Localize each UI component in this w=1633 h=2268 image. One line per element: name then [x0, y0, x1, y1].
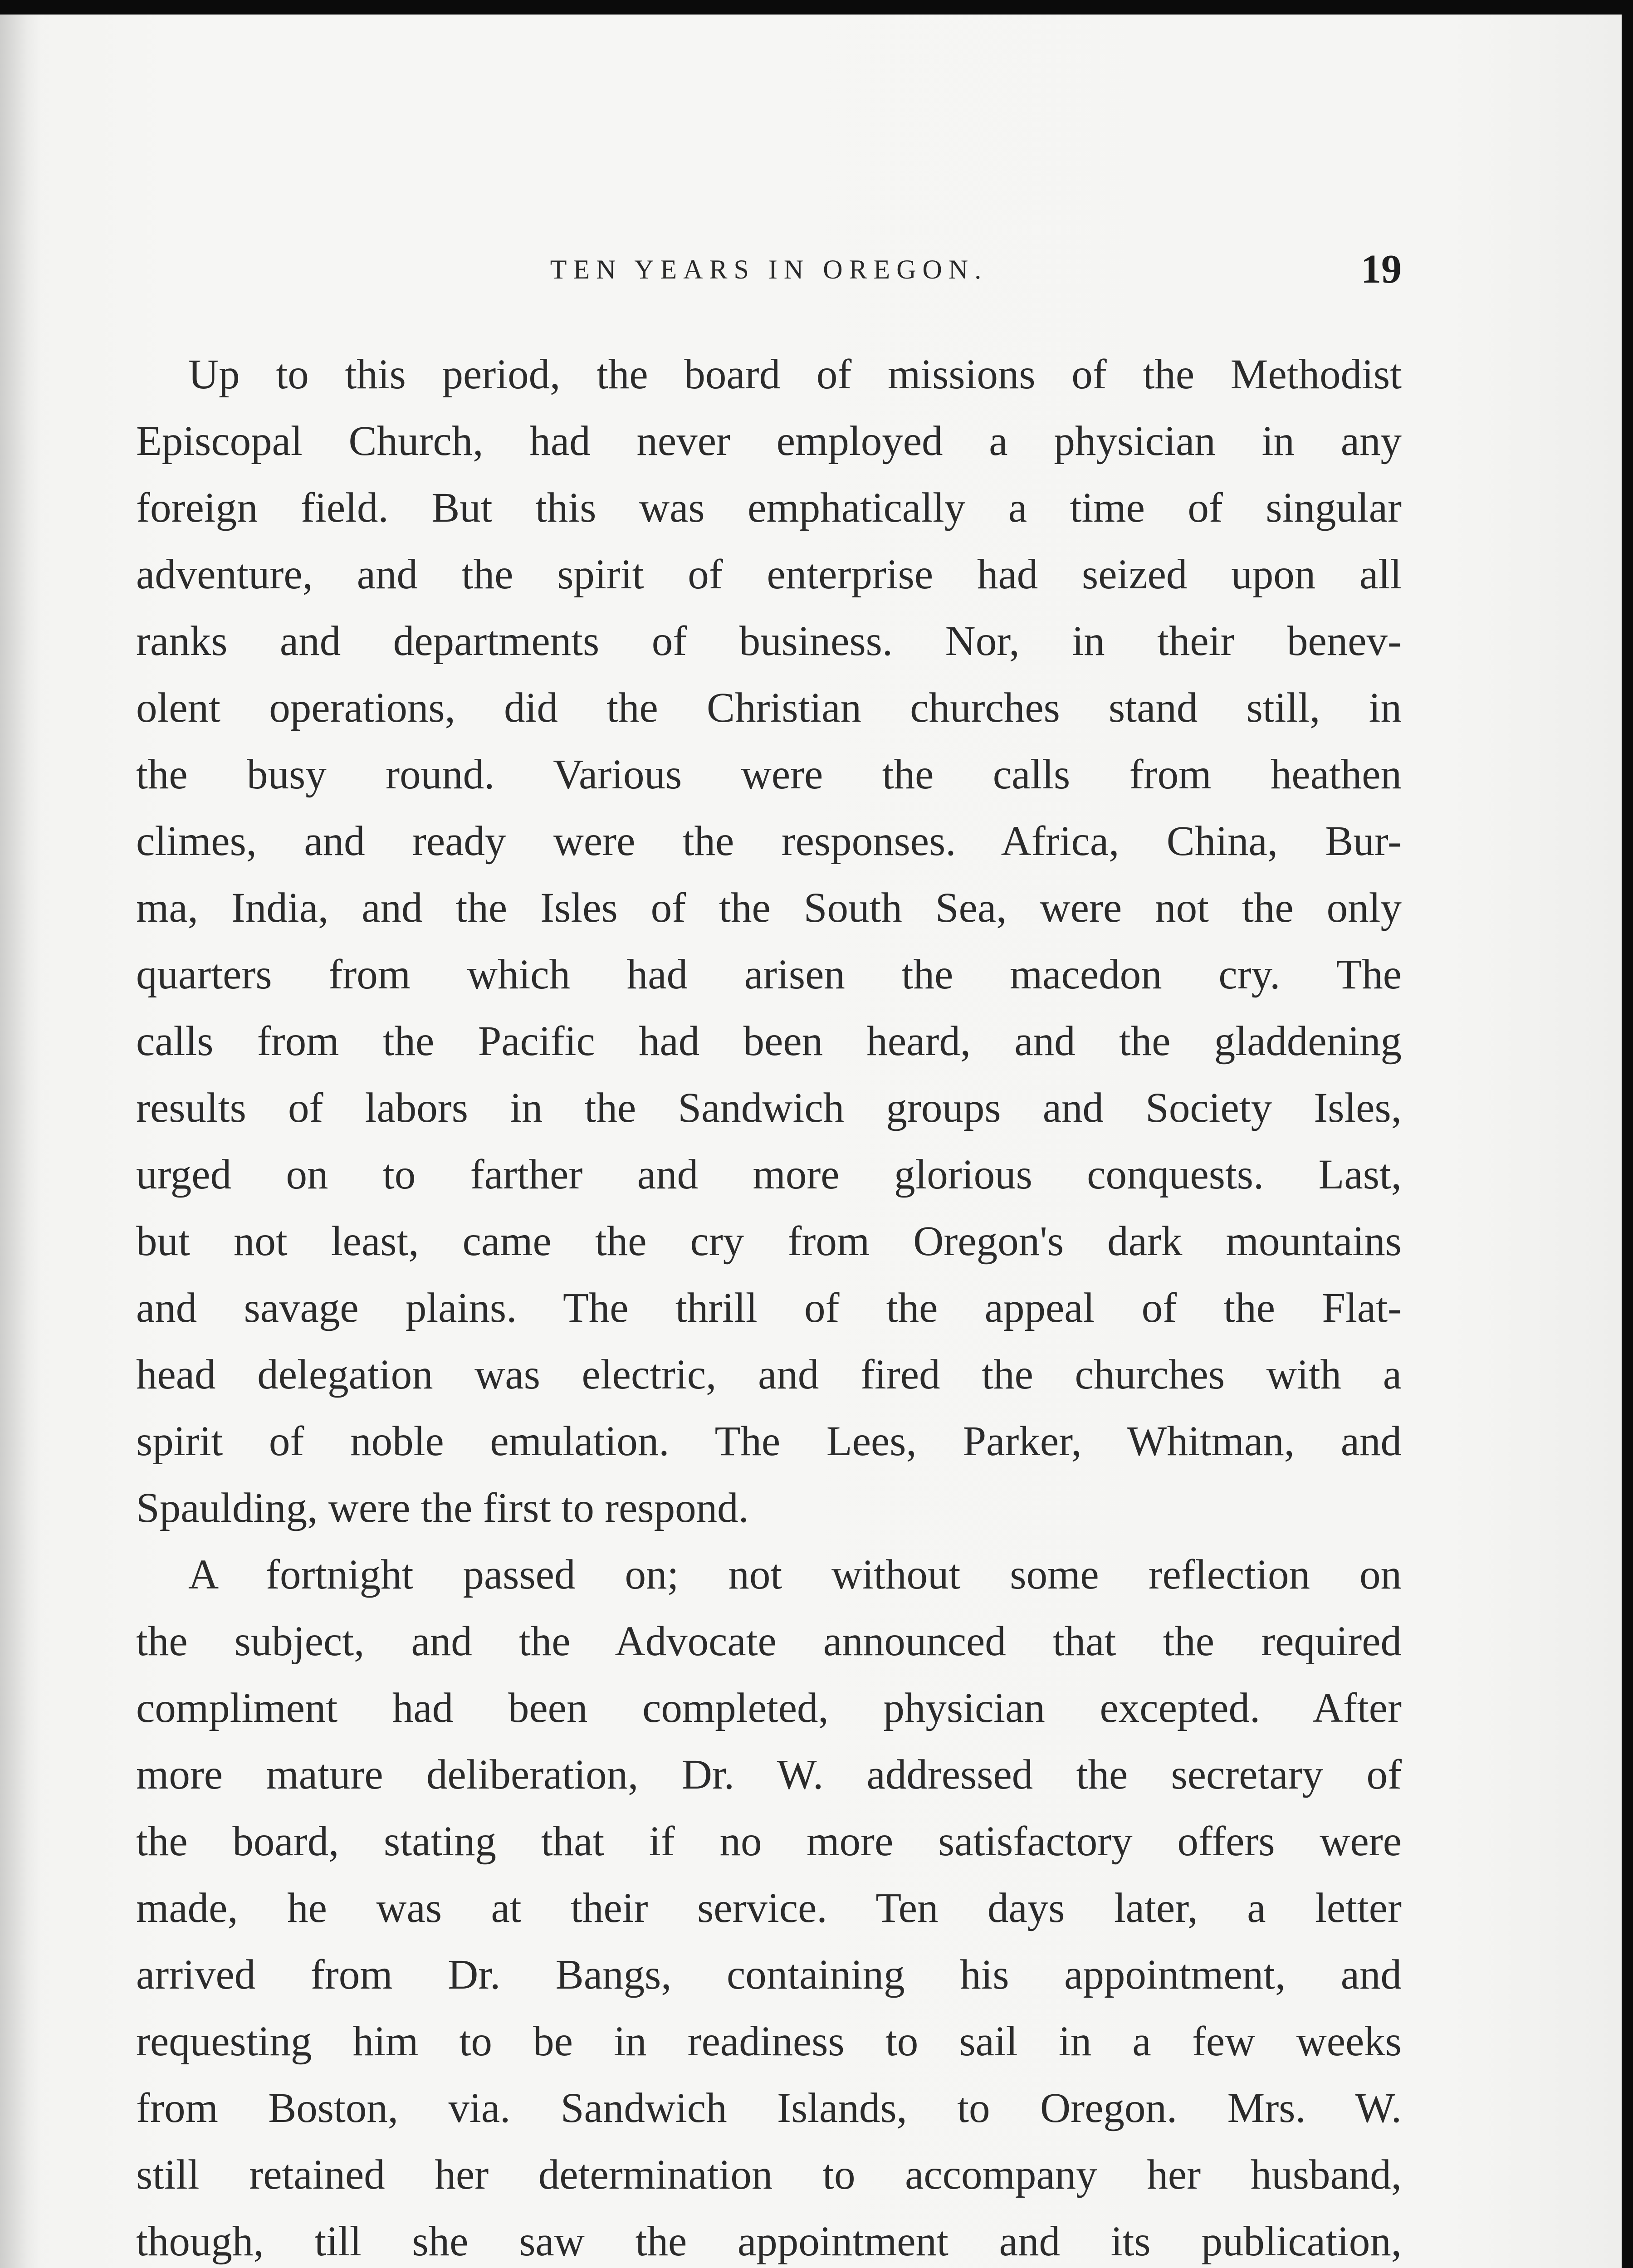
- text-line: the subject, and the Advocate announced that the required: [136, 1618, 1402, 1665]
- text-line: quarters from which had arisen the macedon cry. The: [136, 951, 1402, 998]
- text-line: ranks and departments of business. Nor, in their benev-: [136, 618, 1402, 665]
- text-line: still retained her determination to accompany her husband,: [136, 2151, 1402, 2198]
- text-line: requesting him to be in readiness to sail in a few weeks: [136, 2018, 1402, 2065]
- text-line: spirit of noble emulation. The Lees, Parker, Whitman, and: [136, 1418, 1402, 1465]
- paragraph-2: [136, 1541, 1402, 2268]
- text-line: arrived from Dr. Bangs, containing his appointment, and: [136, 1951, 1402, 1998]
- text-line: A fortnight passed on; not without some reflection on: [188, 1551, 1402, 1598]
- text-line: the board, stating that if no more satisfactory offers were: [136, 1818, 1402, 1865]
- page-number: 19: [1361, 247, 1402, 292]
- text-line: ma, India, and the Isles of the South Sea, were not the only: [136, 885, 1402, 931]
- text-line: results of labors in the Sandwich groups and Society Isles,: [136, 1085, 1402, 1131]
- text-line: and savage plains. The thrill of the appeal of the Flat-: [136, 1285, 1402, 1331]
- text-line: calls from the Pacific had been heard, and the gladdening: [136, 1018, 1402, 1065]
- text-line: the busy round. Various were the calls from heathen: [136, 751, 1402, 798]
- text-line: foreign field. But this was emphatically a time of singular: [136, 484, 1402, 531]
- text-line: climes, and ready were the responses. Africa, China, Bur-: [136, 818, 1402, 865]
- text-line: urged on to farther and more glorious conquests. Last,: [136, 1151, 1402, 1198]
- text-line: made, he was at their service. Ten days later, a letter: [136, 1885, 1402, 1931]
- text-line: adventure, and the spirit of enterprise had seized upon all: [136, 551, 1402, 598]
- running-head: [136, 247, 1402, 304]
- text-line: but not least, came the cry from Oregon's dark mountains: [136, 1218, 1402, 1265]
- text-line: more mature deliberation, Dr. W. addressed the secretary of: [136, 1751, 1402, 1798]
- text-line: Spaulding, were the first to respond.: [136, 1485, 749, 1531]
- paragraph-1: [136, 341, 1402, 1541]
- text-line: Up to this period, the board of missions of the Methodist: [188, 351, 1402, 398]
- body-text: [136, 341, 1402, 2268]
- text-line: Episcopal Church, had never employed a physician in any: [136, 418, 1402, 464]
- running-head-title: TEN YEARS IN OREGON.: [550, 254, 988, 284]
- text-line: compliment had been completed, physician excepted. After: [136, 1685, 1402, 1731]
- text-line: from Boston, via. Sandwich Islands, to Oregon. Mrs. W.: [136, 2085, 1402, 2131]
- text-line: head delegation was electric, and fired the churches with a: [136, 1351, 1402, 1398]
- text-line: olent operations, did the Christian churches stand still, in: [136, 684, 1402, 731]
- book-page: [0, 15, 1622, 2268]
- gutter-shadow: [0, 15, 41, 2268]
- text-line: though, till she saw the appointment and its publication,: [136, 2218, 1402, 2265]
